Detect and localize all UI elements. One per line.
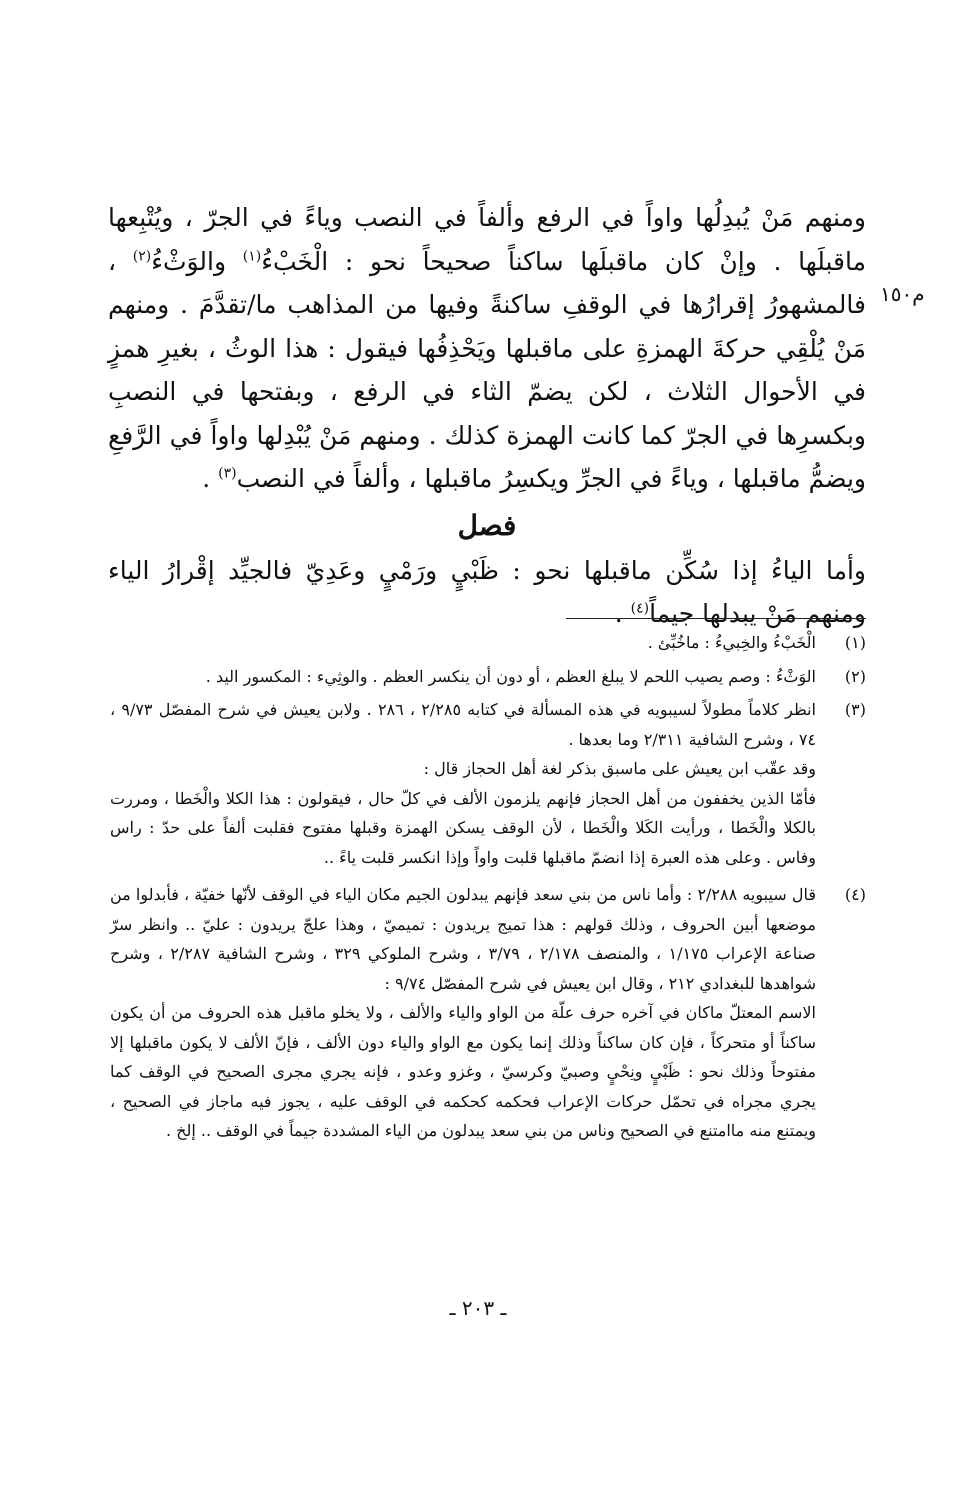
footnote-1	[110, 628, 866, 658]
paragraph-1-text-a: ومنهم مَنْ يُبدِلُها واواً في الرفع وألفاً في النصب وياءً في الجرّ ، ويُتْبِعها ماقبلَها . وإنْ كان ماقبلَها ساكناً صحيحاً نحو : الْخَبْءُ	[108, 203, 867, 276]
main-text	[108, 196, 866, 636]
paragraph-1-end: .	[202, 464, 219, 493]
footnote-ref-4[interactable]: (٤)	[630, 600, 650, 617]
footnote-number: (١)	[844, 633, 866, 652]
margin-manuscript-ref: م١٥٠	[880, 282, 925, 306]
footnote-ref-2[interactable]: (٢)	[132, 248, 152, 265]
page-number: ـ ٢٠٣ ـ	[449, 1296, 507, 1320]
footnote-line: قال سيبويه ٢/٢٨٨ : وأما ناس من بني سعد فإنهم يبدلون الجيم مكان الياء في الوقف لأنّها خفيّة ، فأبدلوا من موضعها أبين الحروف ، وذلك قولهم : هذا تميج يريدون : تميميّ ، وهذا علجّ يريدون : عليّ .. وانظر سرّ صناعة الإعراب ١/١٧٥ ، والمنصف ٢/١٧٨ ، ٣/٧٩ ، وشرح الملوكي ٣٢٩ ، وشرح الشافية ٢/٢٨٧ ، وشرح شواهدها للبغدادي ٢١٢ ، وقال ابن يعيش في شرح المفصّل ٩/٧٤ :	[110, 885, 817, 993]
section-heading: فصل	[457, 508, 517, 542]
footnote-2	[110, 662, 866, 692]
footnote-line: وقد عقّب ابن يعيش على ماسبق بذكر لغة أهل الحجاز قال :	[423, 759, 816, 778]
footnotes	[110, 628, 866, 1146]
footnote-line: الاسم المعتلّ ماكان في آخره حرف علّة من الواو والياء والألف ، ولا يخلو ماقبل هذه الحروف من أن يكون ساكناً أو متحركاً ، فإن كان ساكناً وذلك إنما يكون مع الواو والياء دون الألف ، فإنّ الألف لا يكون ماقبلها إلا مفتوحاً وذلك نحو : ظَبْيٍ ونِحْيٍ وصبيّ وكرسيّ ، وغزو وعدو ، فإنه يجري مجرى الصحيح في الوقف كما يجري مجراه في تحمّل حركات الإعراب فحكمه كحكمه في الوقف عليه ، يجوز فيه ماجاز في الصحيح ، ويمتنع منه ماامتنع في الصحيح وناس من بني سعد يبدلون من الياء المشددة جيماً في الوقف .. إلخ .	[110, 1003, 817, 1140]
footnote-separator	[566, 618, 866, 619]
footnote-number: (٣)	[844, 700, 866, 719]
footnote-ref-1[interactable]: (١)	[242, 248, 262, 265]
footnote-number: (٤)	[844, 885, 866, 904]
footnote-line: الوَثْءُ : وصم يصيب اللحم لا يبلغ العظم ، أو دون أن ينكسر العظم . والوثِيء : المكسور اليد .	[205, 666, 816, 686]
footnote-3	[110, 695, 866, 872]
footnote-number: (٢)	[844, 666, 866, 686]
footnote-ref-3[interactable]: (٣)	[218, 465, 237, 482]
footnote-line: الْخَبْءُ والخِبيءُ : ماخُبِّئ .	[647, 633, 816, 652]
footnote-line: انظر كلاماً مطولاً لسيبويه في هذه المسألة في كتابه ٢/٢٨٥ ، ٢٨٦ . ولابن يعيش في شرح المفصّل ٩/٧٣ ، ٧٤ ، وشرح الشافية ٢/٣١١ وما بعدها .	[110, 700, 817, 749]
paragraph-1-text-c: ، فالمشهورُ إقرارُها في الوقفِ ساكنةً وفيها من المذاهب ما/تقدَّمَ . ومنهم مَنْ يُلْقِي حركةَ الهمزةِ على ماقبلها ويَحْذِفُها فيقول : هذا الوثُ ، بغيرِ همزٍ في الأحوال الثلاث ، لكن يضمّ الثاء في الرفع ، وبفتحها في النصبِ وبكسرِها في الجرّ كما كانت الهمزة كذلك . ومنهم مَنْ يُبْدِلها واواً في الرَّفعِ ويضمُّ ماقبلها ، وياءً في الجرِّ ويكسِرُ ماقبلها ، وألفاً في النصب	[108, 246, 866, 493]
footnote-4	[110, 880, 866, 1146]
paragraph-2	[108, 549, 866, 636]
paragraph-2-end: .	[614, 599, 631, 628]
paragraph-2-text: وأما الياءُ إذا سُكِّن ماقبلها نحو : ظَبْيٍ ورَمْيٍ وعَدِيّ فالجيِّد إقْرارُ الياء ومنهم مَنْ يبدلها جيماً	[108, 555, 866, 628]
paragraph-1	[108, 196, 866, 501]
paragraph-1-text-b: والوَثْءُ	[151, 246, 243, 276]
footnote-line: فأمّا الذين يخففون من أهل الحجاز فإنهم يلزمون الألف في كلّ حال ، فيقولون : هذا الكلا والْخَطا ، ومررت بالكلا والْخَطا ، ورأيت الكَلا والْخَطا ، لأن الوقف يسكن الهمزة وقبلها مفتوح فقلبت ألفاً على حدّ : راس وفاس . وعلى هذه العبرة إذا انضمّ ماقبلها قلبت واواً وإذا انكسر قلبت ياءً ..	[110, 788, 816, 867]
